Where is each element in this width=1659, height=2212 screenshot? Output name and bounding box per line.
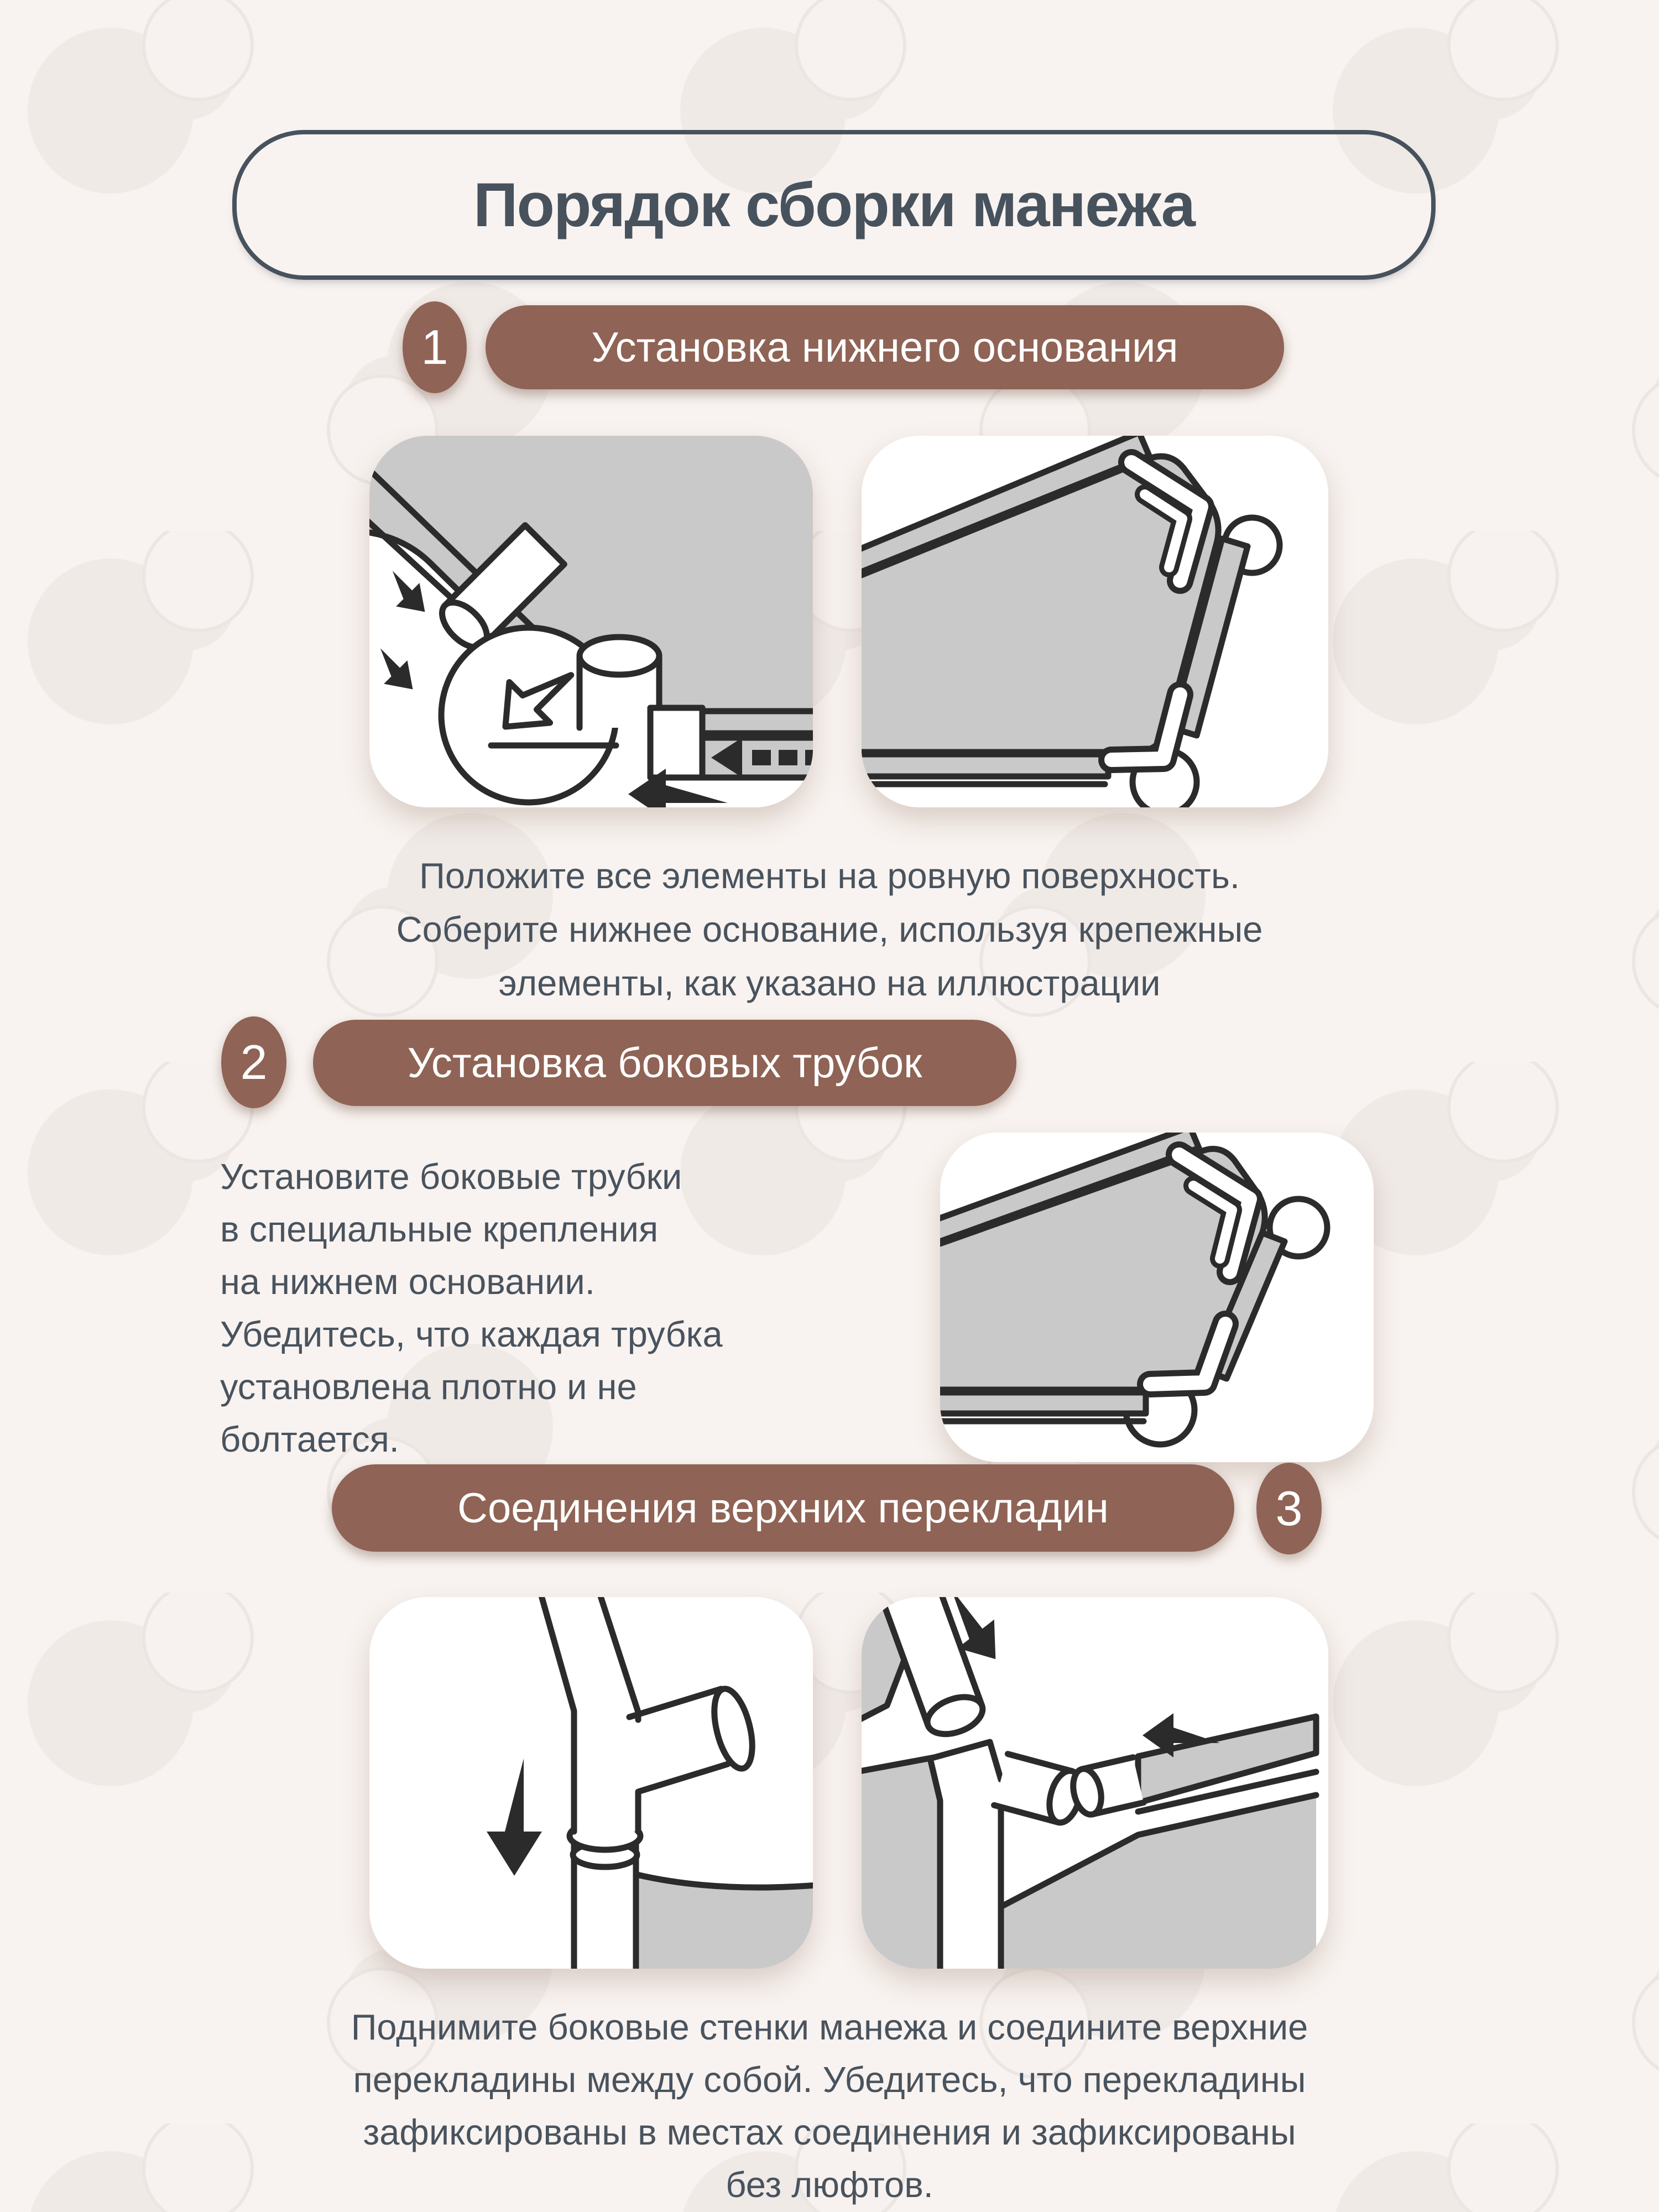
step-2-number: 2	[240, 1035, 268, 1089]
illustration-card-rail-joining	[862, 1597, 1328, 1969]
description-line: зафиксированы в местах соединения и зафиксированы	[363, 2112, 1296, 2152]
illustration-card-base-assembled	[862, 436, 1328, 807]
description-line: на нижнем основании.	[220, 1261, 595, 1302]
step-3-title-pill	[332, 1464, 1234, 1552]
step-3-number-badge	[1256, 1463, 1322, 1554]
description-line: установлена плотно и не	[220, 1366, 637, 1407]
step-1-title: Установка нижнего основания	[591, 324, 1178, 371]
title-frame	[232, 130, 1436, 280]
step-2-title-pill	[313, 1020, 1016, 1106]
description-line: Соберите нижнее основание, используя крепежные	[396, 909, 1263, 950]
t-connector	[539, 1597, 759, 1832]
description-line: болтается.	[220, 1419, 399, 1459]
down-arrow-icon	[487, 1759, 542, 1876]
illustration-card-connector-insert	[369, 1597, 813, 1969]
description-line: Убедитесь, что каждая трубка	[220, 1314, 723, 1354]
top-rail-connector-insert-illustration	[369, 1597, 813, 1969]
description-line: элементы, как указано на иллюстрации	[498, 963, 1161, 1003]
step-2-title: Установка боковых трубок	[407, 1039, 922, 1087]
description-line: Установите боковые трубки	[220, 1156, 682, 1197]
step-1-title-pill	[486, 305, 1284, 389]
description-line: без люфтов.	[726, 2164, 933, 2205]
rail-connector	[650, 708, 702, 778]
step-1-number: 1	[421, 320, 448, 374]
playpen-base-corner-fastening-illustration	[369, 436, 813, 807]
top-rail-corner-joining-illustration	[862, 1597, 1328, 1969]
step-2-description	[220, 1150, 939, 1465]
step-1-number-badge	[403, 301, 467, 393]
illustration-card-side-tubes	[940, 1133, 1374, 1462]
step-3-description	[138, 2001, 1521, 2211]
playpen-base-corner-assembled-illustration	[862, 436, 1328, 807]
description-line: перекладины между собой. Убедитесь, что перекладины	[353, 2059, 1306, 2100]
description-line: Поднимите боковые стенки манежа и соедините верхние	[351, 2007, 1308, 2047]
top-rail-stub	[1069, 1757, 1144, 1818]
insert-arrow-icon	[369, 564, 437, 701]
illustration-card-base-fastening	[369, 436, 813, 807]
step-1-description	[138, 849, 1521, 1010]
description-line: в специальные крепления	[220, 1209, 659, 1249]
page-title: Порядок сборки манежа	[473, 170, 1194, 239]
step-2-number-badge	[221, 1016, 286, 1108]
step-3-number: 3	[1275, 1481, 1303, 1536]
playpen-base-with-side-tubes-illustration	[940, 1133, 1374, 1462]
step-3-title: Соединения верхних перекладин	[457, 1484, 1109, 1532]
description-line: Положите все элементы на ровную поверхность.	[419, 855, 1240, 896]
mesh-wall	[862, 1756, 940, 1969]
